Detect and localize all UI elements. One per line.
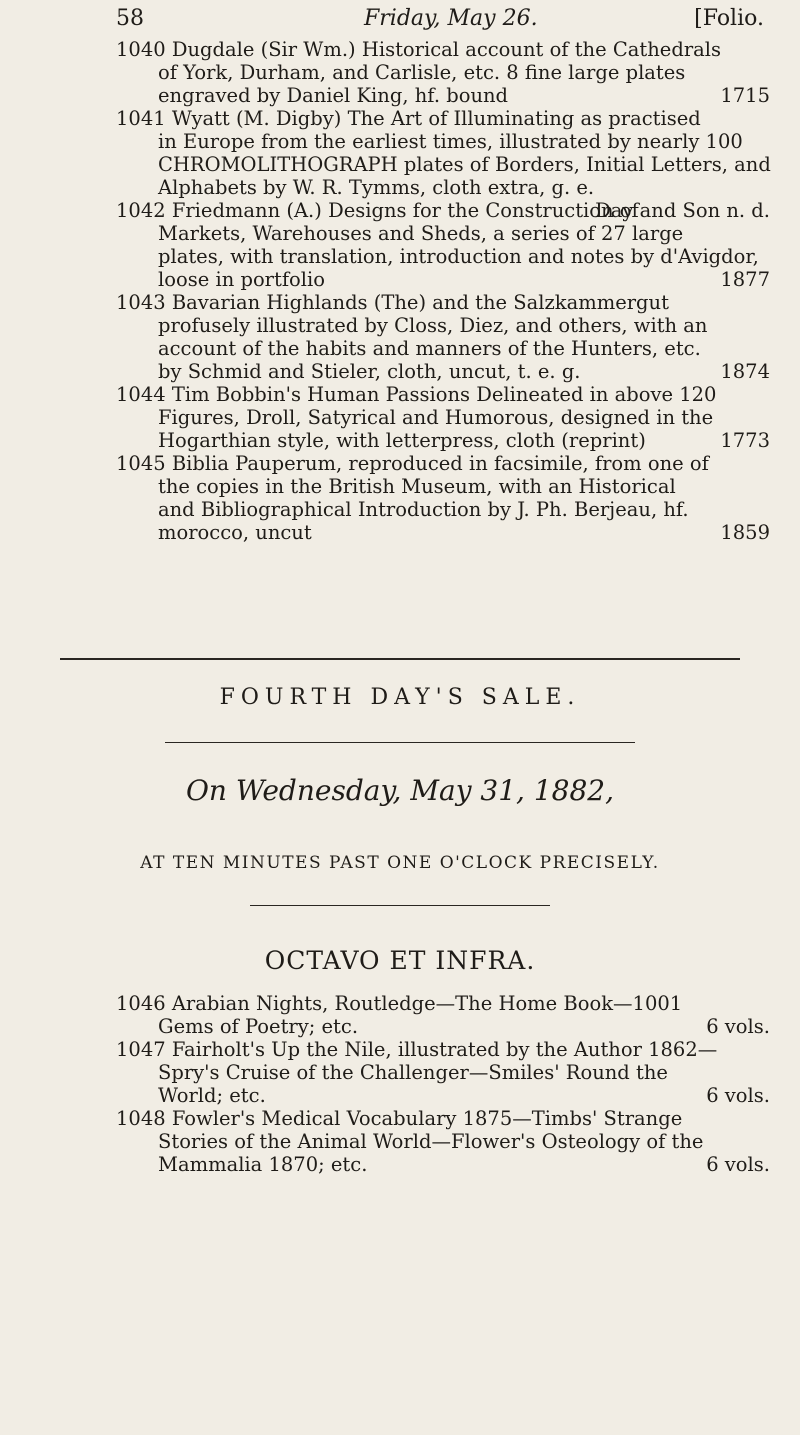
lot-entry [116,291,770,383]
header-format: [Folio. [694,6,764,31]
lot-text: profusely illustrated by Closs, Diez, and others, with an [158,314,708,337]
lot-text: 1042 Friedmann (A.) Designs for the Construction of [116,199,639,222]
lot-entry [116,992,770,1038]
sale-heading: FOURTH DAY'S SALE. [219,685,581,710]
lot-line [116,61,770,84]
lot-text: World; etc. [158,1084,266,1107]
lot-line [116,406,770,429]
lot-line [116,429,770,452]
section-heading: OCTAVO ET INFRA. [264,946,536,975]
lot-line [116,337,770,360]
lot-line [116,452,770,475]
lot-text: loose in portfolio [158,268,326,291]
lot-line [116,38,770,61]
lot-text: 1044 Tim Bobbin's Human Passions Delineated in above 120 [116,383,717,406]
lot-line [116,245,770,268]
lot-text: Alphabets by W. R. Tymms, cloth extra, g. e. [158,176,595,199]
lot-line [116,84,770,107]
lot-text: Stories of the Animal World—Flower's Osteology of the [158,1130,704,1153]
lot-line [116,107,770,130]
lot-entry [116,383,770,452]
lot-line [116,153,770,176]
lot-line [116,360,770,383]
lot-text: by Schmid and Stieler, cloth, uncut, t. e. g. [158,360,581,383]
section-divider [60,658,740,660]
lot-line [116,268,770,291]
lot-line [116,498,770,521]
lot-text: engraved by Daniel King, hf. bound [158,84,509,107]
lot-text: 1043 Bavarian Highlands (The) and the Salzkammergut [116,291,669,314]
lot-line [116,1061,770,1084]
lot-text: 1047 Fairholt's Up the Nile, illustrated by the Author 1862— [116,1038,718,1061]
lot-date: 1877 [720,268,770,291]
header-date: Friday, May 26. [364,6,538,31]
page-header [116,6,764,36]
lot-line [116,992,770,1015]
lot-text: Figures, Droll, Satyrical and Humorous, designed in the [158,406,714,429]
lot-line [116,1015,770,1038]
lot-text: in Europe from the earliest times, illustrated by nearly 100 [158,130,743,153]
lot-line [116,291,770,314]
lot-text: of York, Durham, and Carlisle, etc. 8 fine large plates [158,61,686,84]
sale-date: On Wednesday, May 31, 1882, [185,774,615,807]
heading-underline [165,742,635,743]
lot-text: plates, with translation, introduction and notes by d'Avigdor, [158,245,759,268]
lot-line [116,1038,770,1061]
lot-line [116,1130,770,1153]
lot-date: 1874 [720,360,770,383]
lot-entry [116,1107,770,1176]
lot-text: 1046 Arabian Nights, Routledge—The Home Book—1001 [116,992,683,1015]
lot-entry [116,199,770,291]
lot-line [116,199,770,222]
lot-text: and Bibliographical Introduction by J. Ph. Berjeau, hf. [158,498,689,521]
lot-line [116,130,770,153]
lot-text: Hogarthian style, with letterpress, cloth (reprint) [158,429,646,452]
lot-line [116,314,770,337]
lot-line [116,176,770,199]
octavo-lot-list [116,992,770,1176]
lot-entry [116,1038,770,1107]
lot-date: 1859 [720,521,770,544]
lot-text: 1048 Fowler's Medical Vocabulary 1875—Timbs' Strange [116,1107,683,1130]
lot-line [116,475,770,498]
lot-date: 1773 [720,429,770,452]
lot-line [116,222,770,245]
lot-text: Mammalia 1870; etc. [158,1153,368,1176]
lot-text: 1041 Wyatt (M. Digby) The Art of Illuminating as practised [116,107,701,130]
lot-text: Gems of Poetry; etc. [158,1015,359,1038]
lot-text: Markets, Warehouses and Sheds, a series of 27 large [158,222,684,245]
lot-line [116,1107,770,1130]
lot-date: 1715 [720,84,770,107]
time-underline [250,905,550,906]
lot-text: morocco, uncut [158,521,312,544]
lot-date: 6 vols. [706,1153,770,1176]
lot-date: 6 vols. [706,1015,770,1038]
lot-text: the copies in the British Museum, with an Historical [158,475,676,498]
lot-line [116,383,770,406]
lot-line [116,1084,770,1107]
lot-date: Day and Son n. d. [595,199,770,222]
lot-entry [116,38,770,107]
lot-line [116,521,770,544]
lot-text: 1040 Dugdale (Sir Wm.) Historical account of the Cathedrals [116,38,722,61]
page-number: 58 [116,6,144,31]
lot-text: Spry's Cruise of the Challenger—Smiles' Round the [158,1061,668,1084]
lot-text: 1045 Biblia Pauperum, reproduced in facsimile, from one of [116,452,709,475]
folio-lot-list [116,38,770,544]
lot-text: account of the habits and manners of the Hunters, etc. [158,337,701,360]
lot-text: CHROMOLITHOGRAPH plates of Borders, Initial Letters, and [158,153,771,176]
lot-entry [116,452,770,544]
sale-time: AT TEN MINUTES PAST ONE O'CLOCK PRECISELY. [140,853,660,873]
lot-line [116,1153,770,1176]
lot-date: 6 vols. [706,1084,770,1107]
